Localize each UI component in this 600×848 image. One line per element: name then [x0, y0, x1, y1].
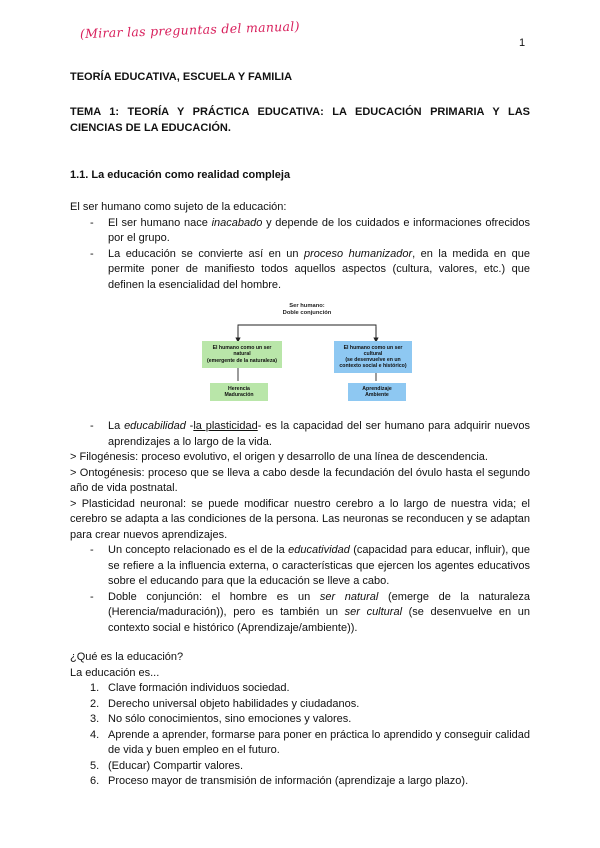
- plasticidad-text: > Plasticidad neuronal: se puede modificar nuestro cerebro a lo largo de nuestra vida; el cerebro se adapta a las condiciones de la persona. Las neuronas se reconducen y se adaptan para crear nuevos aprendizajes.: [70, 497, 530, 541]
- bullet-list-1: [70, 216, 530, 294]
- top-connector: [238, 325, 376, 341]
- bullet-educatividad: - Un concepto relacionado es el de la educatividad (capacidad para educar, influir), que se refiere a la influencia externa, o características que ejercen los agentes educativos sobre el educando para que la educación se lleve a cabo.: [90, 543, 530, 590]
- ontogenesis-text: > Ontogénesis: proceso que se lleva a cabo desde la fecundación del óvulo hasta el segundo año de vida postnatal.: [70, 466, 530, 494]
- bullet-doble-conjuncion: - Doble conjunción: el hombre es un ser natural (emerge de la naturaleza (Herencia/maduración)), pero es también un ser cultural (se desenvuelve en un contexto social e histórico (Aprendizaje/ambiente)).: [90, 590, 530, 637]
- list-item: 6. Proceso mayor de transmisión de información (aprendizaje a largo plazo).: [90, 775, 469, 787]
- list-item: 3. No sólo conocimientos, sino emociones y valores.: [90, 713, 352, 725]
- list-item: 4. Aprende a aprender, formarse para poner en práctica lo aprendido y conseguir calidad de vida y buen empleo en el futuro.: [90, 728, 530, 756]
- page-number: 1: [519, 37, 526, 49]
- education-list: [70, 681, 530, 790]
- document-body: [70, 70, 530, 790]
- bullet-educabilidad: - La educabilidad -la plasticidad- es la capacidad del ser humano para adquirir nuevos aprendizajes a lo largo de la vida.: [90, 419, 530, 450]
- filogenesis-text: > Filogénesis: proceso evolutivo, el origen y desarrollo de una línea de descendencia.: [70, 451, 488, 463]
- diagram-title: Ser humano: Doble conjunción: [282, 303, 332, 316]
- bullet-proceso-humanizador: - La educación se convierte así en un proceso humanizador, en la medida en que permite poner de manifiesto todos aquellos aspectos (cultura, valores, etc.) que definen la esencialidad del hombre.: [90, 247, 530, 294]
- list-item: 5. (Educar) Compartir valores.: [90, 759, 244, 772]
- bullet-list-2: [70, 419, 530, 450]
- section-title: 1.1. La educación como realidad compleja: [70, 168, 291, 181]
- cultural-box: El humano como un ser cultural (se desenvuelve en un contexto social e histórico): [334, 341, 412, 373]
- handwritten-note: (Mirar las preguntas del manual): [79, 18, 300, 42]
- natural-box: El humano como un ser natural (emergente de la naturaleza): [202, 341, 282, 368]
- doble-conjuncion-diagram: [202, 303, 412, 409]
- aprendizaje-box: Aprendizaje Ambiente: [348, 383, 406, 401]
- intro-text: El ser humano como sujeto de la educación:: [70, 201, 287, 213]
- list-item: 1. Clave formación individuos sociedad.: [90, 682, 290, 694]
- herencia-box: Herencia Maduración: [210, 383, 268, 401]
- bullet-list-3: [70, 543, 530, 636]
- course-title: TEORÍA EDUCATIVA, ESCUELA Y FAMILIA: [70, 71, 293, 83]
- list-item: 2. Derecho universal objeto habilidades y ciudadanos.: [90, 697, 360, 710]
- question-text: ¿Qué es la educación?: [70, 651, 184, 663]
- edu-intro-text: La educación es...: [70, 666, 160, 679]
- tema-title: TEMA 1: TEORÍA Y PRÁCTICA EDUCATIVA: LA EDUCACIÓN PRIMARIA Y LAS CIENCIAS DE LA EDUCACIÓN.: [70, 105, 530, 134]
- bullet-inacabado: - El ser humano nace inacabado y depende de los cuidados e informaciones ofrecidos por el grupo.: [90, 216, 530, 247]
